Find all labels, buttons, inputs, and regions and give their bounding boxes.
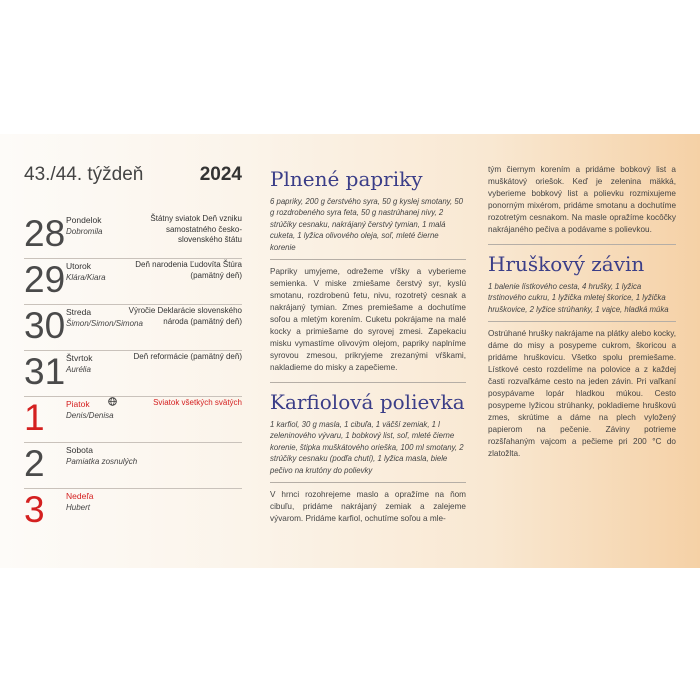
- name-day: Denis/Denisa: [66, 411, 114, 420]
- weekday-name: Štvrtok: [66, 353, 93, 363]
- recipe-body: V hrnci rozohrejeme maslo a opražíme na ňom cibuľu, pridáme nakrájaný zemiak a zalejeme vývarom. Pridáme karfiol, ochutíme soľou a mle-: [270, 490, 466, 524]
- recipe-column-2: [488, 164, 676, 460]
- name-day: Šimon/Simon/Simona: [66, 319, 143, 328]
- recipe-title: Karfiolová polievka: [270, 390, 465, 415]
- recipe-body: Ostrúhané hrušky nakrájame na plátky alebo kocky, dáme do misy a posypeme cukrom, škoricou a pridáme hruškovicu. Všetko spolu premiešame. Lístkové cesto rozdelíme na polovice a z každej časti rozvaľkáme cesto na jeden závin. Pri vaľkaní posypávame lopár hladkou múkou. Cesto posypeme lyžicou strúhanky, pokladieme hruškovú zmes, skrútime a dáme na plech vyložený papierom na pečenie. Záviny potrieme rozšľahaným vajcom a pečieme pri 200 °C do zlatožlta.: [488, 329, 676, 459]
- name-day: Dobromila: [66, 227, 103, 236]
- week-label: 43./44. týždeň: [24, 164, 144, 185]
- name-day: Pamiatka zosnulých: [66, 457, 138, 466]
- divider: [488, 244, 676, 245]
- day-row: [24, 352, 242, 397]
- year-label: 2024: [199, 164, 242, 185]
- weekday-name: Nedeľa: [66, 491, 94, 501]
- recipe-body: Papriky umyjeme, odrežeme vŕšky a vyberieme semienka. V miske zmiešame čerstvý syr, kyslú smotanu, rozdrobenú fetu, nivu, rozotretý cesnak a nakrájaný tymian. Zmes premiešame a dochutíme soľou a mletým korením. Cuketu pokrájame na malé kocky a primiešame do syrovej zmesi. Zapekaciu misku vymastíme olivovým olejom, papriky naplníme syrovou zmesou, prikryjeme zrezanými vŕškami, nakladieme do misky a zapečieme.: [270, 267, 466, 373]
- day-number: 29: [24, 259, 66, 300]
- weekday-name: Sobota: [66, 445, 93, 455]
- globe-icon: [109, 398, 116, 405]
- day-number: 30: [24, 305, 66, 346]
- day-row: [24, 444, 242, 489]
- day-number: 28: [24, 213, 66, 254]
- day-row: [24, 214, 242, 259]
- name-day: Aurélia: [66, 365, 91, 374]
- recipe-title: Hruškový závin: [488, 252, 645, 276]
- divider: [270, 482, 466, 483]
- calendar-page: [0, 134, 700, 568]
- day-row: [24, 306, 242, 351]
- day-number: 1: [24, 397, 45, 438]
- weekday-name: Pondelok: [66, 215, 102, 225]
- day-number: 2: [24, 443, 45, 484]
- recipe-column-1: [270, 166, 466, 525]
- holiday-note: Deň reformácie (pamätný deň): [133, 352, 242, 361]
- holiday-note: Výročie Deklarácie slovenského národa (pamätný deň): [128, 306, 242, 326]
- name-day: Hubert: [66, 503, 91, 512]
- divider: [270, 382, 466, 383]
- holiday-note: Štátny sviatok Deň vzniku samostatného česko-slovenského štátu: [150, 214, 242, 244]
- recipe-ingredients: 1 karfiol, 30 g masla, 1 cibuľa, 1 väčší zemiak, 1 l zeleninového vývaru, 1 bobkový list, soľ, mleté čierne korenie, štipka muškátového orieška, 100 ml smotany, 2 strúčiky cesnaku (podľa chuti), 1 lyžica masla, biele pečivo na krutóny do polievky: [270, 420, 464, 475]
- holiday-note: Sviatok všetkých svätých: [153, 398, 242, 407]
- recipe-ingredients: 1 balenie lístkového cesta, 4 hrušky, 1 lyžica trstinového cukru, 1 lyžička mletej škorice, 1 lyžička hruškovice, 2 lyžice strúhanky, 1 vajce, hladká múka: [488, 282, 669, 314]
- recipe-title: Plnené papriky: [270, 167, 423, 191]
- divider: [270, 259, 466, 260]
- day-row: [24, 398, 242, 443]
- divider: [488, 321, 676, 322]
- weekday-name: Streda: [66, 307, 92, 317]
- day-number: 3: [24, 489, 45, 530]
- recipe-body-continued: tým čiernym korením a pridáme bobkový list a muškátový oriešok. Keď je zelenina mäkká, vyberieme bobkový list a polievku rozmixujeme ponorným mixérom, pridáme smotanu a dochutíme rozotretým cesnakom. Na masle opražíme kocôčky nakrájaného pečiva a podávame s polievkou.: [488, 165, 676, 234]
- weekday-name: Utorok: [66, 261, 92, 271]
- weekday-name: Piatok: [66, 399, 90, 409]
- holiday-note: Deň narodenia Ľudovíta Štúra (pamätný deň): [135, 260, 242, 280]
- day-row: [24, 260, 242, 305]
- day-row: [24, 490, 242, 534]
- day-number: 31: [24, 351, 66, 392]
- recipe-ingredients: 6 papriky, 200 g čerstvého syra, 50 g kyslej smotany, 50 g rozdrobeného syra feta, 50 g nastrúhanej nivy, 2 strúčiky cesnaku, nakrájaný čerstvý tymian, 1 malá cuketa, 1 lyžica olivového oleja, soľ, mleté čierne korenie: [270, 197, 463, 252]
- name-day: Klára/Kiara: [66, 273, 106, 282]
